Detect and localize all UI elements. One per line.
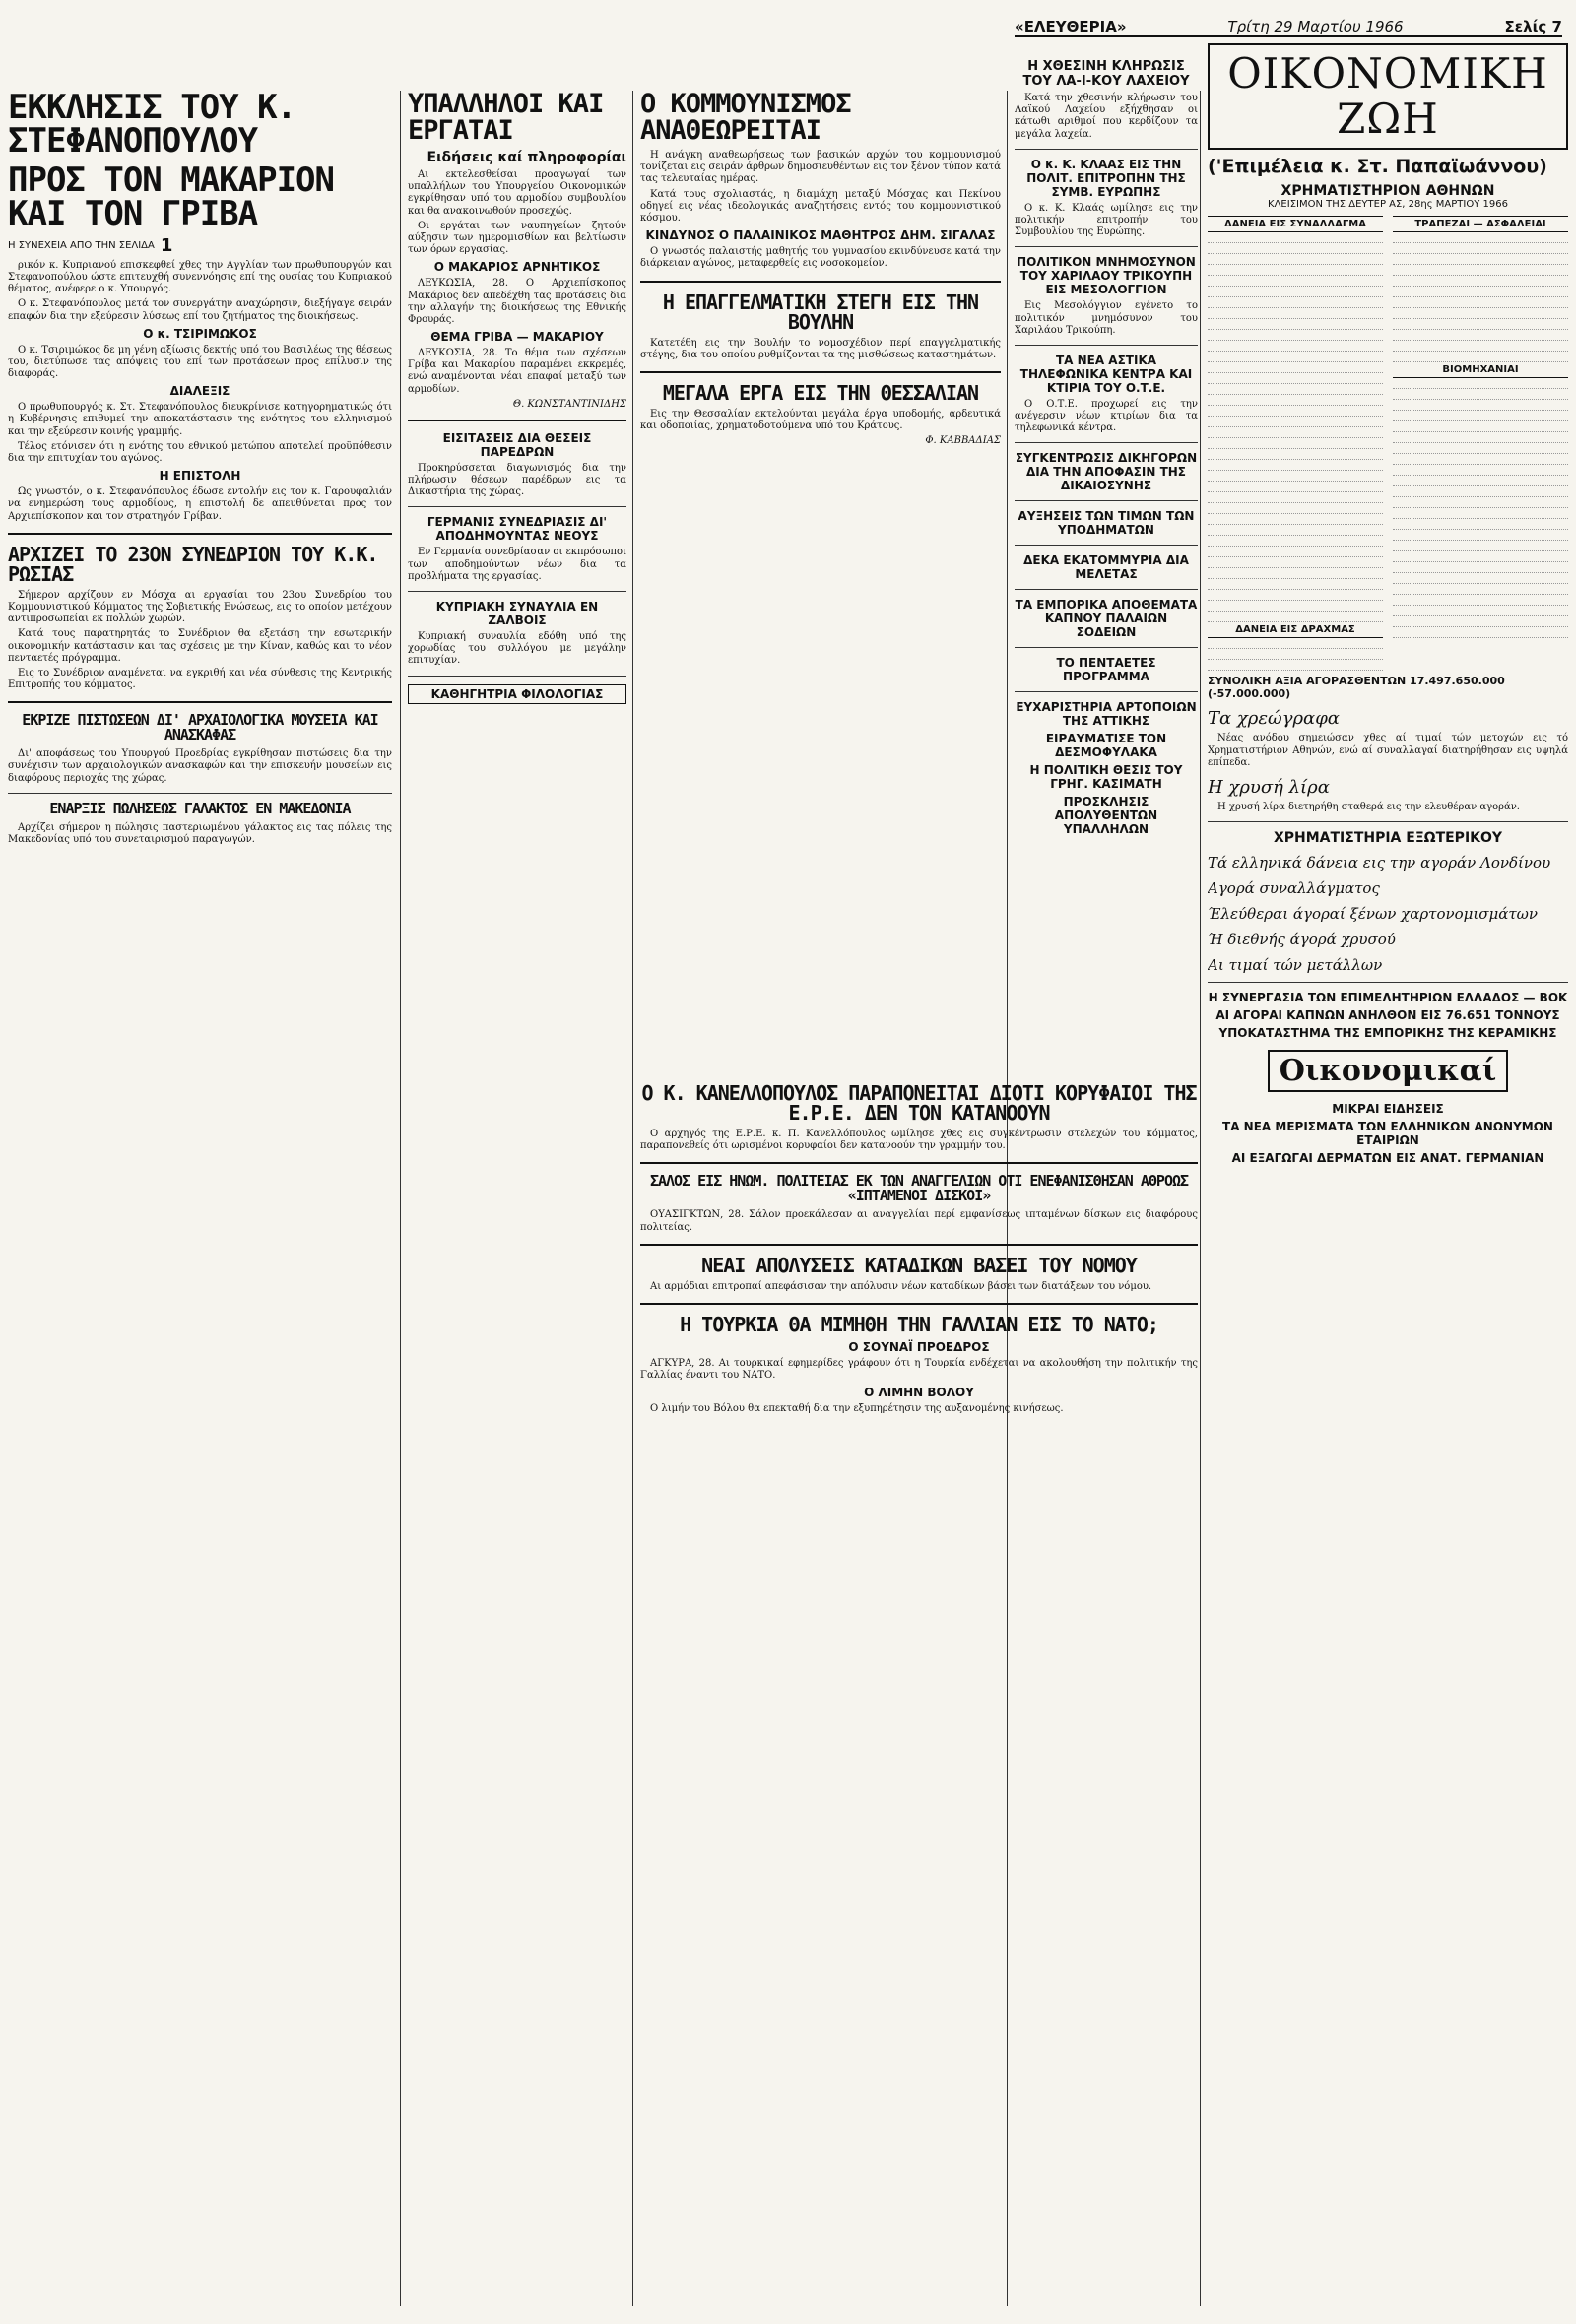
subhead-dekaekat: ΔΕΚΑ ΕΚΑΤΟΜΜΥΡΙΑ ΔΙΑ ΜΕΛΕΤΑΣ [1023, 553, 1189, 582]
eleytheres-agores: Έλεύθεραι άγοραί ξένων χαρτονομισμάτων [1208, 905, 1539, 924]
headline-pistoseis: ΕΚΡΙΖΕ ΠΙΣΤΩΣΕΩΝ ΔΙ' ΑΡΧΑΙΟΛΟΓΙΚΑ ΜΟΥΣΕΙΑ ΚΑΙ ΑΝΑΣΚΑΦΑΣ [22, 711, 378, 744]
subhead-eyxaristiria: ΕΥΧΑΡΙΣΤΗΡΙΑ ΑΡΤΟΠΟΙΩΝ ΤΗΣ ΑΤΤΙΚΗΣ [1016, 700, 1197, 729]
times-metallon: Αι τιμαί τών μετάλλων [1208, 956, 1383, 975]
subhead-dialexis: ΔΙΑΛΕΞΙΣ [169, 384, 230, 399]
ypokatastima-title: ΥΠΟΚΑΤΑΣΤΗΜΑ ΤΗΣ ΕΜΠΟΡΙΚΗΣ ΤΗΣ ΚΕΡΑΜΙΚΗΣ [1218, 1026, 1557, 1041]
economy-title: ΟΙΚΟΝΟΜΙΚΗ ΖΩΗ [1227, 49, 1548, 144]
column-2: ΥΠΑΛΛΗΛΟΙ ΚΑΙ ΕΡΓΑΤΑΙ Ειδήσεις καί πληροφορίαι Αι εκτελεσθείσαι προαγωγαί των υπαλλήλων του Υπουργείου Οικονομικών εγκρίθησαν υπό του αρμοδίου συμβουλίου και θα ανακοινωθούν προσεχώς. Οι εργάται των ναυπηγείων ζητούν αύξησιν των ημερομισθίων και βελτίωσιν των όρων εργασίας. Ο ΜΑΚΑΡΙΟΣ ΑΡΝΗΤΙΚΟΣ ΛΕΥΚΩΣΙΑ, 28. Ο Αρχιεπίσκοπος Μακάριος δεν απεδέχθη τας προτάσεις δια την αλλαγήν της διοικήσεως της Εθνικής Φρουράς. ΘΕΜΑ ΓΡΙΒΑ — ΜΑΚΑΡΙΟΥ ΛΕΥΚΩΣΙΑ, 28. Το θέμα των σχέσεων Γρίβα και Μακαρίου παραμένει εκκρεμές, ενώ αναμένονται νέαι επαφαί μεταξύ των αρμοδίων. Θ. ΚΩΝΣΤΑΝΤΙΝΙΔΗΣ ΕΙΣΙΤΑΣΕΙΣ ΔΙΑ ΘΕΣΕΙΣ ΠΑΡΕΔΡΩΝ Προκηρύσσεται διαγωνισμός δια την πλήρωσιν θέσεων παρέδρων εις τα Δικαστήρια της χώρας. ΓΕΡΜΑΝΙΣ ΣΥΝΕΔΡΙΑΣΙΣ ΔΙ' ΑΠΟΔΗΜΟΥΝΤΑΣ ΝΕΟΥΣ Εν Γερμανία συνεδρίασαν οι εκπρόσωποι των αποδημούντων νέων δια τα προβλήματα της εργασίας. ΚΥΠΡΙΑΚΗ ΣΥΝΑΥΛΙΑ ΕΝ ΖΑΛΒΟΙΣ Κυπριακή συναυλία εδόθη υπό της χορωδίας του συλλόγου με μεγάλην επιτυχίαν. ΚΑΘΗΓΗΤΡΙΑ ΦΙΛΟΛΟΓΙΑΣ [408, 91, 626, 2306]
stock-tables [1208, 216, 1568, 671]
table-daneia-synallagma: ΔΑΝΕΙΑ ΕΙΣ ΣΥΝΑΛΛΑΓΜΑ ΔΑΝΕΙΑ ΕΙΣ ΔΡΑΧΜΑΣ [1208, 216, 1383, 671]
column-3-4-lower: Ο Κ. ΚΑΝΕΛΛΟΠΟΥΛΟΣ ΠΑΡΑΠΟΝΕΙΤΑΙ ΔΙΟΤΙ ΚΟΡΥΦΑΙΟΙ ΤΗΣ Ε.Ρ.Ε. ΔΕΝ ΤΟΝ ΚΑΤΑΝΟΟΥΝ Ο αρχηγός της Ε.Ρ.Ε. κ. Π. Κανελλόπουλος ωμίλησε χθες εις συγκέντρωσιν στελεχών του κόμματος, παραπονεθείς ότι ωρισμένοι κορυφαίοι δεν κατανοούν την γραμμήν του. ΣΑΛΟΣ ΕΙΣ ΗΝΩΜ. ΠΟΛΙΤΕΙΑΣ ΕΚ ΤΩΝ ΑΝΑΓΓΕΛΙΩΝ ΟΤΙ ΕΝΕΦΑΝΙΣΘΗΣΑΝ ΑΘΡΟΩΣ «ΙΠΤΑΜΕΝΟΙ ΔΙΣΚΟΙ» ΟΥΑΣΙΓΚΤΩΝ, 28. Σάλον προεκάλεσαν αι αναγγελίαι περί εμφανίσεως ιπταμένων δίσκων εις διαφόρους πολιτείας. ΝΕΑΙ ΑΠΟΛΥΣΕΙΣ ΚΑΤΑΔΙΚΩΝ ΒΑΣΕΙ ΤΟΥ ΝΟΜΟΥ Αι αρμόδιαι επιτροπαί απεφάσισαν την απόλυσιν νέων καταδίκων βάσει των διατάξεων του νόμου. Η ΤΟΥΡΚΙΑ ΘΑ ΜΙΜΗΘΗ ΤΗΝ ΓΑΛΛΙΑΝ ΕΙΣ ΤΟ ΝΑΤΟ; Ο ΣΟΥΝΑΪ ΠΡΟΕΔΡΟΣ ΑΓΚΥΡΑ, 28. Αι τουρκικαί εφημερίδες γράφουν ότι η Τουρκία ενδέχεται να ακολουθήση την πολιτικήν της Γαλλίας έναντι του ΝΑΤΟ. Ο ΛΙΜΗΝ ΒΟΛΟΥ Ο λιμήν του Βόλου θα επεκταθή δια την εξυπηρέτησιν της αυξανομένης κινήσεως. [640, 1083, 1198, 1415]
masthead [1015, 14, 1562, 37]
headline-apolyseis: ΝΕΑΙ ΑΠΟΛΥΣΕΙΣ ΚΑΤΑΔΙΚΩΝ ΒΑΣΕΙ ΤΟΥ ΝΟΜΟΥ [701, 1253, 1137, 1277]
byline-kavvadias: Φ. ΚΑΒΒΑΔΙΑΣ [925, 435, 1001, 447]
subhead-kindynos: ΚΙΝΔΥΝΟΣ Ο ΠΑΛΑΙΝΙΚΟΣ ΜΑΘΗΤΡΟΣ ΔΗΜ. ΣΙΓΑΛΑΣ [645, 228, 996, 243]
xex-title: ΧΡΗΜΑΤΙΣΤΗΡΙΑ ΕΞΩΤΕΡΙΚΟΥ [1273, 830, 1503, 847]
headline-ypalliloi: ΥΠΑΛΛΗΛΟΙ ΚΑΙ ΕΡΓΑΤΑΙ [408, 91, 604, 146]
masthead-date: Τρίτη 29 Μαρτίου 1966 [1227, 18, 1404, 35]
oikonomikai-box: Οικονομικαί [1268, 1050, 1509, 1092]
subhead-epistoli: Η ΕΠΙΣΤΟΛΗ [159, 469, 241, 484]
kicker-eidiseis: Ειδήσεις καί πληροφορίαι [427, 150, 626, 165]
total-value: ΣΥΝΟΛΙΚΗ ΑΞΙΑ ΑΓΟΡΑΣΘΕΝΤΩΝ 17.497.650.000 (-57.000.000) [1208, 675, 1505, 701]
masthead-page: Σελίς 7 [1504, 18, 1562, 35]
subhead-emporika: ΤΑ ΕΜΠΟΡΙΚΑ ΑΠΟΘΕΜΑΤΑ ΚΑΠΝΟΥ ΠΑΛΑΙΩΝ ΣΟΔΕΙΩΝ [1015, 598, 1198, 640]
exchange-title: ΧΡΗΜΑΤΙΣΤΗΡΙΟΝ ΑΘΗΝΩΝ [1280, 183, 1495, 200]
column-rule [1200, 91, 1201, 2306]
column-1: ΕΚΚΛΗΣΙΣ ΤΟΥ Κ. ΣΤΕΦΑΝΟΠΟΥΛΟΥ ΠΡΟΣ ΤΟΝ ΜΑΚΑΡΙΟΝ ΚΑΙ ΤΟΝ ΓΡΙΒΑ Η ΣΥΝΕΧΕΙΑ ΑΠΟ ΤΗΝ ΣΕΛΙΔΑ 1 ρικόν κ. Κυπριανού επισκεφθεί χθες την Αγγλίαν των πρωθυπουργών και Στεφανοπούλου ώστε επιτευχθή συνεννόησις επί της ουσίας του Κυπριακού θέματος, ανέφερε ο κ. Υπουργός. Ο κ. Στεφανόπουλος μετά τον συνεργάτην αναχώρησιν, διεξήγαγε σειράν επαφών δια την εξεύρεσιν λύσεως επί του ζητήματος της διοικήσεως. Ο κ. ΤΣΙΡΙΜΩΚΟΣ Ο κ. Τσιριμώκος δε μη γένη αξίωσις δεκτής υπό του Βασιλέως της θέσεως του, διετύπωσε τας απόψεις του επί των προτάσεων προς επίλυσιν της διαφοράς. ΔΙΑΛΕΞΙΣ Ο πρωθυπουργός κ. Στ. Στεφανόπουλος διευκρίνισε κατηγορηματικώς ότι η Κυβέρνησις επιθυμεί την αποκατάστασιν της ενότητος του ελληνισμού και την εξεύρεσιν κοινής γραμμής. Τέλος ετόνισεν ότι η ενότης του εθνικού μετώπου αποτελεί προϋπόθεσιν δια την επιτυχίαν του αγώνος. Η ΕΠΙΣΤΟΛΗ Ως γνωστόν, ο κ. Στεφανόπουλος έδωσε εντολήν εις τον κ. Γαρουφαλιάν να ενημερώση τους αρμοδίους, η επιστολή δε απευθύνεται προς τον Αρχιεπίσκοπον και τον στρατηγόν Γρίβαν. ΑΡΧΙΖΕΙ ΤΟ 23ΟΝ ΣΥΝΕΔΡΙΟΝ ΤΟΥ Κ.Κ. ΡΩΣΙΑΣ Σήμερον αρχίζουν εν Μόσχα αι εργασίαι του 23ου Συνεδρίου του Κομμουνιστικού Κόμματος της Σοβιετικής Ενώσεως, εις το οποίον μετέχουν αντιπροσωπείαι εκ πολλών χωρών. Κατά τους παρατηρητάς το Συνέδριον θα εξετάση την εσωτερικήν οικονομικήν κατάστασιν και τας σχέσεις με την Κίναν, καθώς και το νέον πενταετές πρόγραμμα. Εις το Συνέδριον αναμένεται να εγκριθή και νέα σύνθεσις της Κεντρικής Επιτροπής του κόμματος. ΕΚΡΙΖΕ ΠΙΣΤΩΣΕΩΝ ΔΙ' ΑΡΧΑΙΟΛΟΓΙΚΑ ΜΟΥΣΕΙΑ ΚΑΙ ΑΝΑΣΚΑΦΑΣ Δι' αποφάσεως του Υπουργού Προεδρίας εγκρίθησαν πιστώσεις δια την συνέχισιν των αρχαιολογικών ανασκαφών και την επισκευήν μουσείων εις διαφόρους περιοχάς της χώρας. ΕΝΑΡΞΙΣ ΠΩΛΗΣΕΩΣ ΓΑΛΑΚΤΟΣ ΕΝ ΜΑΚΕΔΟΝΙΑ Αρχίζει σήμερον η πώλησις παστεριωμένου γάλακτος εις τας πόλεις της Μακεδονίας υπό του συνεταιρισμού παραγωγών. [8, 91, 392, 846]
subhead-mnimosyno: ΠΟΛΙΤΙΚΟΝ ΜΝΗΜΟΣΥΝΟΝ ΤΟΥ ΧΑΡΙΛΑΟΥ ΤΡΙΚΟΥΠΗ ΕΙΣ ΜΕΣΟΛΟΓΓΙΟΝ [1017, 255, 1196, 297]
diethnis-agora: Ή διεθνής άγορά χρυσού [1208, 931, 1396, 949]
economy-section: ΟΙΚΟΝΟΜΙΚΗ ΖΩΗ ('Επιμέλεια κ. Στ. Παπαϊωάννου) ΧΡΗΜΑΤΙΣΤΗΡΙΟΝ ΑΘΗΝΩΝ ΚΛΕΙΣΙΜΟΝ ΤΗΣ ΔΕΥΤΕΡ ΑΣ, 28ης ΜΑΡΤΙΟΥ 1966 ΔΑΝΕΙΑ ΕΙΣ ΣΥΝΑΛΛΑΓΜΑ ΔΑΝΕΙΑ ΕΙΣ ΔΡΑΧΜΑΣ ΤΡΑΠΕΖΑΙ — ΑΣΦΑΛΕΙΑΙ ΒΙΟΜΗΧΑΝΙΑΙ ΣΥΝΟΛΙΚΗ ΑΞΙΑ ΑΓΟΡΑΣΘΕΝΤΩΝ 17.497.650.000 (-57.000.000) Τα χρεώγραφα Νέας ανόδου σημειώσαν χθες αί τιμαί τών μετοχών εις τό Χρηματιστήριον Αθηνών, ενώ αί συναλλαγαί διατηρήθησαν εις υψηλά επίπεδα. Η χρυσή λίρα Η χρυσή λίρα διετηρήθη σταθερά εις την ελευθέραν αγοράν. ΧΡΗΜΑΤΙΣΤΗΡΙΑ ΕΞΩΤΕΡΙΚΟΥ Τά ελληνικά δάνεια εις την αγοράν Λονδίνου Αγορά συναλλάγματος Έλεύθεραι άγοραί ξένων χαρτονομισμάτων Ή διεθνής άγορά χρυσού Αι τιμαί τών μετάλλων Η ΣΥΝΕΡΓΑΣΙΑ ΤΩΝ ΕΠΙΜΕΛΗΤΗΡΙΩΝ ΕΛΛΑΔΟΣ — ΒΟΚ ΑΙ ΑΓΟΡΑΙ ΚΑΠΝΩΝ ΑΝΗΛΘΟΝ ΕΙΣ 76.651 ΤΟΝΝΟΥΣ ΥΠΟΚΑΤΑΣΤΗΜΑ ΤΗΣ ΕΜΠΟΡΙΚΗΣ ΤΗΣ ΚΕΡΑΜΙΚΗΣ Οικονομικαί ΜΙΚΡΑΙ ΕΙΔΗΣΕΙΣ ΤΑ ΝΕΑ ΜΕΡΙΣΜΑΤΑ ΤΩΝ ΕΛΛΗΝΙΚΩΝ ΑΝΩΝΥΜΩΝ ΕΤΑΙΡΙΩΝ ΑΙ ΕΞΑΓΩΓΑΙ ΔΕΡΜΑΤΩΝ ΕΙΣ ΑΝΑΤ. ΓΕΡΜΑΝΙΑΝ [1208, 43, 1568, 2298]
exagoges-title: ΑΙ ΕΞΑΓΩΓΑΙ ΔΕΡΜΑΤΩΝ ΕΙΣ ΑΝΑΤ. ΓΕΡΜΑΝΙΑΝ [1231, 1151, 1544, 1166]
headline-tourkia: Η ΤΟΥΡΚΙΑ ΘΑ ΜΙΜΗΘΗ ΤΗΝ ΓΑΛΛΙΑΝ ΕΙΣ ΤΟ ΝΑΤΟ; [680, 1312, 1158, 1336]
mikrai-eidiseis-title: ΜΙΚΡΑΙ ΕΙΔΗΣΕΙΣ [1332, 1102, 1444, 1117]
headline-stegi: Η ΕΠΑΓΓΕΛΜΑΤΙΚΗ ΣΤΕΓΗ ΕΙΣ ΤΗΝ ΒΟΥΛΗΝ [662, 290, 979, 334]
headline-salos: ΣΑΛΟΣ ΕΙΣ ΗΝΩΜ. ΠΟΛΙΤΕΙΑΣ ΕΚ ΤΩΝ ΑΝΑΓΓΕΛΙΩΝ ΟΤΙ ΕΝΕΦΑΝΙΣΘΗΣΑΝ ΑΘΡΟΩΣ «ΙΠΤΑΜΕΝΟΙ ΔΙΣΚΟΙ» [649, 1172, 1189, 1205]
byline-konstantinidis: Θ. ΚΩΝΣΤΑΝΤΙΝΙΔΗΣ [512, 398, 626, 410]
headline-synedrion: ΑΡΧΙΖΕΙ ΤΟ 23ΟΝ ΣΥΝΕΔΡΙΟΝ ΤΟΥ Κ.Κ. ΡΩΣΙΑΣ [8, 542, 378, 586]
economy-header [1208, 43, 1568, 150]
synergasia-title: Η ΣΥΝΕΡΓΑΣΙΑ ΤΩΝ ΕΠΙΜΕΛΗΤΗΡΙΩΝ ΕΛΛΑΔΟΣ — ΒΟΚ [1208, 991, 1568, 1005]
headline-synavlia: ΚΥΠΡΙΑΚΗ ΣΥΝΑΥΛΙΑ ΕΝ ΖΑΛΒΟΙΣ [435, 599, 599, 627]
subhead-pentetes: ΤΟ ΠΕΝΤΑΕΤΕΣ ΠΡΟΓΡΑΜΜΑ [1056, 656, 1156, 684]
subhead-tsirimokos: Ο κ. ΤΣΙΡΙΜΩΚΟΣ [143, 326, 257, 341]
column-4: Η ΧΘΕΣΙΝΗ ΚΛΗΡΩΣΙΣ ΤΟΥ ΛΑ-Ι-ΚΟΥ ΛΑΧΕΙΟΥ Κατά την χθεσινήν κλήρωσιν του Λαϊκού Λαχείου εξήχθησαν οι κάτωθι αριθμοί που κερδίζουν τα μεγάλα λαχεία. Ο κ. Κ. ΚΛΑΑΣ ΕΙΣ ΤΗΝ ΠΟΛΙΤ. ΕΠΙΤΡΟΠΗΝ ΤΗΣ ΣΥΜΒ. ΕΥΡΩΠΗΣ Ο κ. Κ. Κλαάς ωμίλησε εις την πολιτικήν επιτροπήν του Συμβουλίου της Ευρώπης. ΠΟΛΙΤΙΚΟΝ ΜΝΗΜΟΣΥΝΟΝ ΤΟΥ ΧΑΡΙΛΑΟΥ ΤΡΙΚΟΥΠΗ ΕΙΣ ΜΕΣΟΛΟΓΓΙΟΝ Εις Μεσολόγγιον εγένετο το πολιτικόν μνημόσυνον του Χαριλάου Τρικούπη. ΤΑ ΝΕΑ ΑΣΤΙΚΑ ΤΗΛΕΦΩΝΙΚΑ ΚΕΝΤΡΑ ΚΑΙ ΚΤΙΡΙΑ ΤΟΥ Ο.Τ.Ε. Ο Ο.Τ.Ε. προχωρεί εις την ανέγερσιν νέων κτιρίων δια τα τηλεφωνικά κέντρα. ΣΥΓΚΕΝΤΡΩΣΙΣ ΔΙΚΗΓΟΡΩΝ ΔΙΑ ΤΗΝ ΑΠΟΦΑΣΙΝ ΤΗΣ ΔΙΚΑΙΟΣΥΝΗΣ ΑΥΞΗΣΕΙΣ ΤΩΝ ΤΙΜΩΝ ΤΩΝ ΥΠΟΔΗΜΑΤΩΝ ΔΕΚΑ ΕΚΑΤΟΜΜΥΡΙΑ ΔΙΑ ΜΕΛΕΤΑΣ ΤΑ ΕΜΠΟΡΙΚΑ ΑΠΟΘΕΜΑΤΑ ΚΑΠΝΟΥ ΠΑΛΑΙΩΝ ΣΟΔΕΙΩΝ ΤΟ ΠΕΝΤΑΕΤΕΣ ΠΡΟΓΡΑΜΜΑ ΕΥΧΑΡΙΣΤΗΡΙΑ ΑΡΤΟΠΟΙΩΝ ΤΗΣ ΑΤΤΙΚΗΣ ΕΙΡΑΥΜΑΤΙΣΕ ΤΟΝ ΔΕΣΜΟΦΥΛΑΚΑ Η ΠΟΛΙΤΙΚΗ ΘΕΣΙΣ ΤΟΥ ΓΡΗΓ. ΚΑΣΙΜΑΤΗ ΠΡΟΣΚΛΗΣΙΣ ΑΠΟΛΥΘΕΝΤΩΝ ΥΠΑΛΛΗΛΩΝ [1015, 59, 1198, 837]
headline-kathigitria: ΚΑΘΗΓΗΤΡΙΑ ΦΙΛΟΛΟΓΙΑΣ [408, 684, 626, 704]
subhead-kentra: ΤΑ ΝΕΑ ΑΣΤΙΚΑ ΤΗΛΕΦΩΝΙΚΑ ΚΕΝΤΡΑ ΚΑΙ ΚΤΙΡΙΑ ΤΟΥ Ο.Τ.Ε. [1019, 353, 1193, 395]
headline-germanis: ΓΕΡΜΑΝΙΣ ΣΥΝΕΔΡΙΑΣΙΣ ΔΙ' ΑΠΟΔΗΜΟΥΝΤΑΣ ΝΕΟΥΣ [427, 515, 608, 544]
agora-synallagmatos: Αγορά συναλλάγματος [1208, 879, 1380, 898]
subhead-proskliseis: ΠΡΟΣΚΛΗΣΙΣ ΑΠΟΛΥΘΕΝΤΩΝ ΥΠΑΛΛΗΛΩΝ [1054, 795, 1158, 837]
headline-galaktos: ΕΝΑΡΞΙΣ ΠΩΛΗΣΕΩΣ ΓΑΛΑΚΤΟΣ ΕΝ ΜΑΚΕΔΟΝΙΑ [49, 799, 351, 817]
subhead-soyna: Ο ΣΟΥΝΑΪ ΠΡΟΕΔΡΟΣ [848, 1339, 990, 1354]
subhead-times: ΑΥΞΗΣΕΙΣ ΤΩΝ ΤΙΜΩΝ ΤΩΝ ΥΠΟΔΗΜΑΤΩΝ [1018, 509, 1195, 538]
column-rule [400, 91, 401, 2306]
column-3: Ο ΚΟΜΜΟΥΝΙΣΜΟΣ ΑΝΑΘΕΩΡΕΙΤΑΙ Η ανάγκη αναθεωρήσεως των βασικών αρχών του κομμουνισμού τονίζεται εις σειράν άρθρων δημοσιευθέντων εις τον ξένον τύπον κατά τας τελευταίας ημέρας. Κατά τους σχολιαστάς, η διαμάχη μεταξύ Μόσχας και Πεκίνου οδηγεί εις νέας ιδεολογικάς αναζητήσεις εντός του κομμουνιστικού κόσμου. ΚΙΝΔΥΝΟΣ Ο ΠΑΛΑΙΝΙΚΟΣ ΜΑΘΗΤΡΟΣ ΔΗΜ. ΣΙΓΑΛΑΣ Ο γνωστός παλαιστής μαθητής του γυμνασίου εκινδύνευσε κατά την διάρκειαν αγώνος, μεταφερθείς εις νοσοκομείον. Η ΕΠΑΓΓΕΛΜΑΤΙΚΗ ΣΤΕΓΗ ΕΙΣ ΤΗΝ ΒΟΥΛΗΝ Κατετέθη εις την Βουλήν το νομοσχέδιον περί επαγγελματικής στέγης, δια του οποίου ρυθμίζονται τα της μισθώσεως καταστημάτων. ΜΕΓΑΛΑ ΕΡΓΑ ΕΙΣ ΤΗΝ ΘΕΣΣΑΛΙΑΝ Εις την Θεσσαλίαν εκτελούνται μεγάλα έργα υποδομής, αρδευτικά και οδοποιίας, χρηματοδοτούμενα υπό του Κράτους. Φ. ΚΑΒΒΑΔΙΑΣ [640, 91, 1001, 447]
headline-kommounismos: Ο ΚΟΜΜΟΥΝΙΣΜΟΣ ΑΝΑΘΕΩΡΕΙΤΑΙ [640, 91, 851, 146]
headline-erga: ΜΕΓΑΛΑ ΕΡΓΑ ΕΙΣ ΤΗΝ ΘΕΣΣΑΛΙΑΝ [662, 380, 979, 405]
column-rule [632, 91, 633, 2306]
subhead-thema: ΘΕΜΑ ΓΡΙΒΑ — ΜΑΚΑΡΙΟΥ [430, 330, 604, 345]
subhead-dikigorou: ΣΥΓΚΕΝΤΡΩΣΙΣ ΔΙΚΗΓΟΡΩΝ ΔΙΑ ΤΗΝ ΑΠΟΦΑΣΙΝ ΤΗΣ ΔΙΚΑΙΟΣΥΝΗΣ [1015, 451, 1198, 493]
xrysi-lira-title: Η χρυσή λίρα [1208, 776, 1330, 798]
agores-kapnon-title: ΑΙ ΑΓΟΡΑΙ ΚΑΠΝΩΝ ΑΝΗΛΘΟΝ ΕΙΣ 76.651 ΤΟΝΝΟΥΣ [1215, 1008, 1560, 1023]
subhead-politiki: Η ΠΟΛΙΤΙΚΗ ΘΕΣΙΣ ΤΟΥ ΓΡΗΓ. ΚΑΣΙΜΑΤΗ [1029, 763, 1183, 792]
xrygrafa-title: Τα χρεώγραφα [1208, 708, 1340, 730]
nea-merismata-title: ΤΑ ΝΕΑ ΜΕΡΙΣΜΑΤΑ ΤΩΝ ΕΛΛΗΝΙΚΩΝ ΑΝΩΝΥΜΩΝ ΕΤΑΙΡΙΩΝ [1222, 1120, 1553, 1148]
exchange-close-date: ΚΛΕΙΣΙΜΟΝ ΤΗΣ ΔΕΥΤΕΡ ΑΣ, 28ης ΜΑΡΤΙΟΥ 1966 [1268, 199, 1508, 211]
headline-makarios-grivas: ΠΡΟΣ ΤΟΝ ΜΑΚΑΡΙΟΝ ΚΑΙ ΤΟΝ ΓΡΙΒΑ [8, 161, 334, 233]
subhead-eiraymatise: ΕΙΡΑΥΜΑΤΙΣΕ ΤΟΝ ΔΕΣΜΟΦΥΛΑΚΑ [1045, 732, 1167, 760]
headline-kanellopoulos: Ο Κ. ΚΑΝΕΛΛΟΠΟΥΛΟΣ ΠΑΡΑΠΟΝΕΙΤΑΙ ΔΙΟΤΙ ΚΟΡΥΦΑΙΟΙ ΤΗΣ Ε.Ρ.Ε. ΔΕΝ ΤΟΝ ΚΑΤΑΝΟΟΥΝ [641, 1083, 1197, 1125]
masthead-paper: «ΕΛΕΥΘΕΡΙΑ» [1015, 18, 1127, 35]
continuation-marker: Η ΣΥΝΕΧΕΙΑ ΑΠΟ ΤΗΝ ΣΕΛΙΔΑ 1 [8, 235, 173, 256]
daneia-londinou: Τά ελληνικά δάνεια εις την αγοράν Λονδίνου [1208, 854, 1551, 872]
subhead-makarios: Ο ΜΑΚΑΡΙΟΣ ΑΡΝΗΤΙΚΟΣ [433, 260, 601, 275]
headline-klirosis: Η ΧΘΕΣΙΝΗ ΚΛΗΡΩΣΙΣ ΤΟΥ ΛΑ-Ι-ΚΟΥ ΛΑΧΕΙΟΥ [1022, 59, 1190, 89]
subhead-klaas: Ο κ. Κ. ΚΛΑΑΣ ΕΙΣ ΤΗΝ ΠΟΛΙΤ. ΕΠΙΤΡΟΠΗΝ ΤΗΣ ΣΥΜΒ. ΕΥΡΩΠΗΣ [1026, 157, 1186, 199]
economy-editor: ('Επιμέλεια κ. Στ. Παπαϊωάννου) [1208, 156, 1547, 178]
table-trapezai: ΤΡΑΠΕΖΑΙ — ΑΣΦΑΛΕΙΑΙ ΒΙΟΜΗΧΑΝΙΑΙ [1393, 216, 1568, 671]
subhead-oliyni: Ο ΛΙΜΗΝ ΒΟΛΟΥ [864, 1386, 974, 1400]
headline-ekklisis: ΕΚΚΛΗΣΙΣ ΤΟΥ Κ. ΣΤΕΦΑΝΟΠΟΥΛΟΥ [8, 91, 296, 161]
headline-eisitaseis: ΕΙΣΙΤΑΣΕΙΣ ΔΙΑ ΘΕΣΕΙΣ ΠΑΡΕΔΡΩΝ [442, 430, 592, 459]
